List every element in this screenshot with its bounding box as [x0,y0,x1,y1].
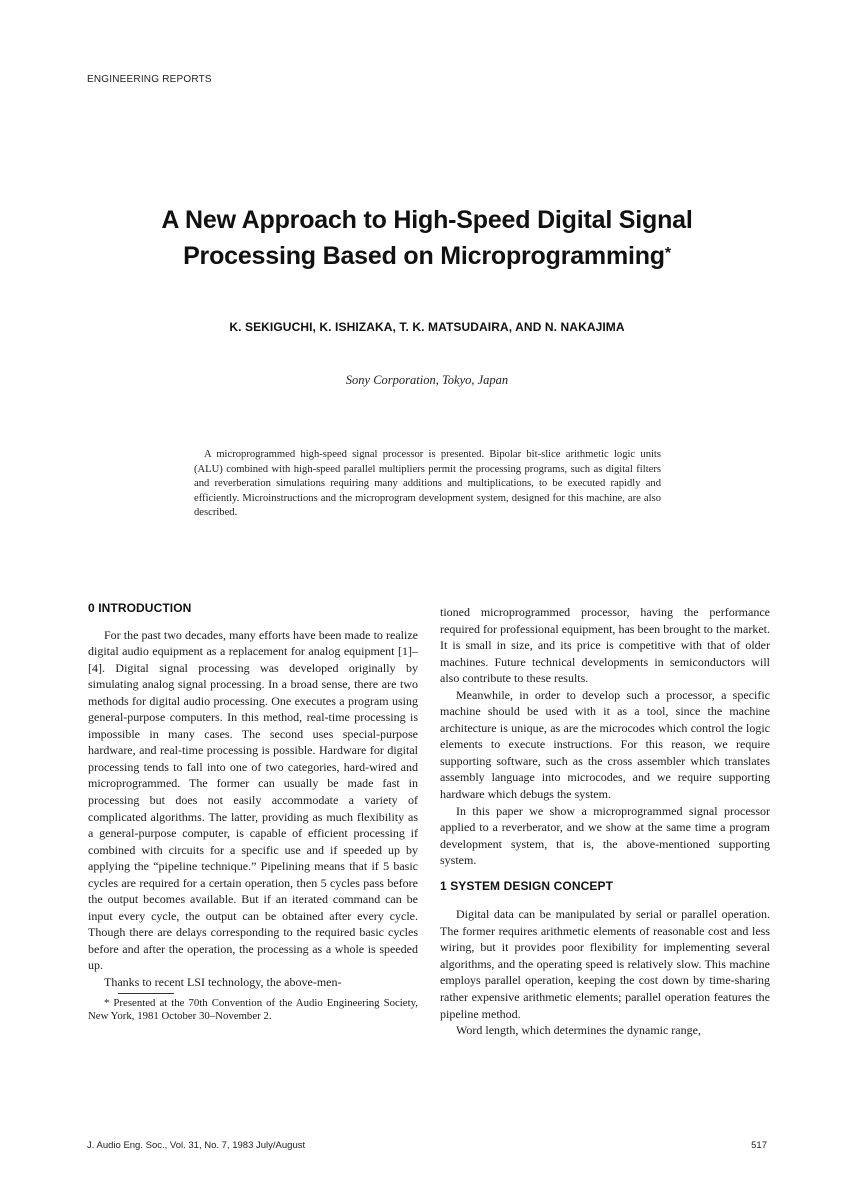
right-column [440,604,770,1039]
intro-paragraph-1: For the past two decades, many efforts have been made to realize digital audio equipment as a replacement for analog equipment [1]–[4]. Digital signal processing was developed originally by simulating analog signal processing. In a broad sense, there are two methods for digital audio processing. One executes a program using general-purpose computers. In this method, real-time processing is impossible in many cases. The second uses special-purpose hardware, and real-time processing is possible. Hardware for digital processing tends to fall into one of two categories, hard-wired and microprogrammed. The former can usually be made fast in processing but does not easily accommodate a variety of complicated algorithms. The latter, providing as much flexibility as a general-purpose computer, is capable of efficient processing if combined with circuits for a specific use and if speeded up by applying the “pipeline technique.” Pipelining means that if 5 basic cycles are required for a certain operation, then 5 cycles pass before the output becomes available. But if an iterated command can be input every cycle, the output can be obtained after every cycle. Though there are delays corresponding to the required basic cycles before and after the operation, the processing as a whole is speeded up. [88,627,418,973]
left-column [88,600,418,1023]
section-heading-system-design: 1 SYSTEM DESIGN CONCEPT [440,878,613,893]
abstract: A microprogrammed high-speed signal processor is presented. Bipolar bit-slice arithmetic logic units (ALU) combined with high-speed parallel multipliers permit the processing programs, such as digital filters and reverberation simulations requiring many additions and multiplications, to be executed rapidly and efficiently. Microinstructions and the microprogram development system, designed for this machine, are also described. [194,449,661,519]
running-header: ENGINEERING REPORTS [87,74,212,85]
intro-paragraph-3: Meanwhile, in order to develop such a processor, a specific machine should be used with it as a tool, since the machine architecture is unique, as are the microcodes which control the logic elements to execute instructions. For this reason, we require supporting software, such as the cross assembler which translates assembly language into microcodes, and we require supporting hardware which debugs the system. [440,687,770,802]
title-line-2: Processing Based on Microprogramming [183,242,665,270]
intro-paragraph-2: Thanks to recent LSI technology, the above-men- [104,975,342,990]
system-paragraph-1: Digital data can be manipulated by serial or parallel operation. The former requires arithmetic elements of reasonable cost and less wiring, but it provides poor flexibility for implementing several algorithms, and the operating speed is relatively slow. This machine employs parallel operation, keeping the cost down by time-sharing rather expensive arithmetic elements; parallel operation features the pipeline method. [440,907,770,1021]
footnote: * Presented at the 70th Convention of the Audio Engineering Society, New York, 1981 October 30–November 2. [88,996,418,1022]
journal-citation: J. Audio Eng. Soc., Vol. 31, No. 7, 1983 July/August [87,1140,306,1151]
intro-paragraph-2-continued: tioned microprogrammed processor, having the performance required for professional equipment, has been brought to the market. It is small in size, and its price is competitive with that of older machines. Future technical developments in semiconductors will also contribute to these results. [440,605,770,686]
section-heading-introduction: 0 INTRODUCTION [88,601,192,615]
author-list: K. SEKIGUCHI, K. ISHIZAKA, T. K. MATSUDAIRA, AND N. NAKAJIMA [229,320,625,334]
title-line-1: A New Approach to High-Speed Digital Signal [161,206,693,234]
page-number: 517 [751,1140,767,1151]
title-footnote-mark: * [664,245,671,262]
system-paragraph-2: Word length, which determines the dynamic range, [456,1023,701,1038]
intro-paragraph-4: In this paper we show a microprogrammed signal processor applied to a reverberator, and we show at the same time a program development system, that is, the above-mentioned supporting system. [440,803,770,868]
affiliation: Sony Corporation, Tokyo, Japan [345,373,509,387]
footnote-divider [118,993,174,994]
paper-title [100,202,754,274]
